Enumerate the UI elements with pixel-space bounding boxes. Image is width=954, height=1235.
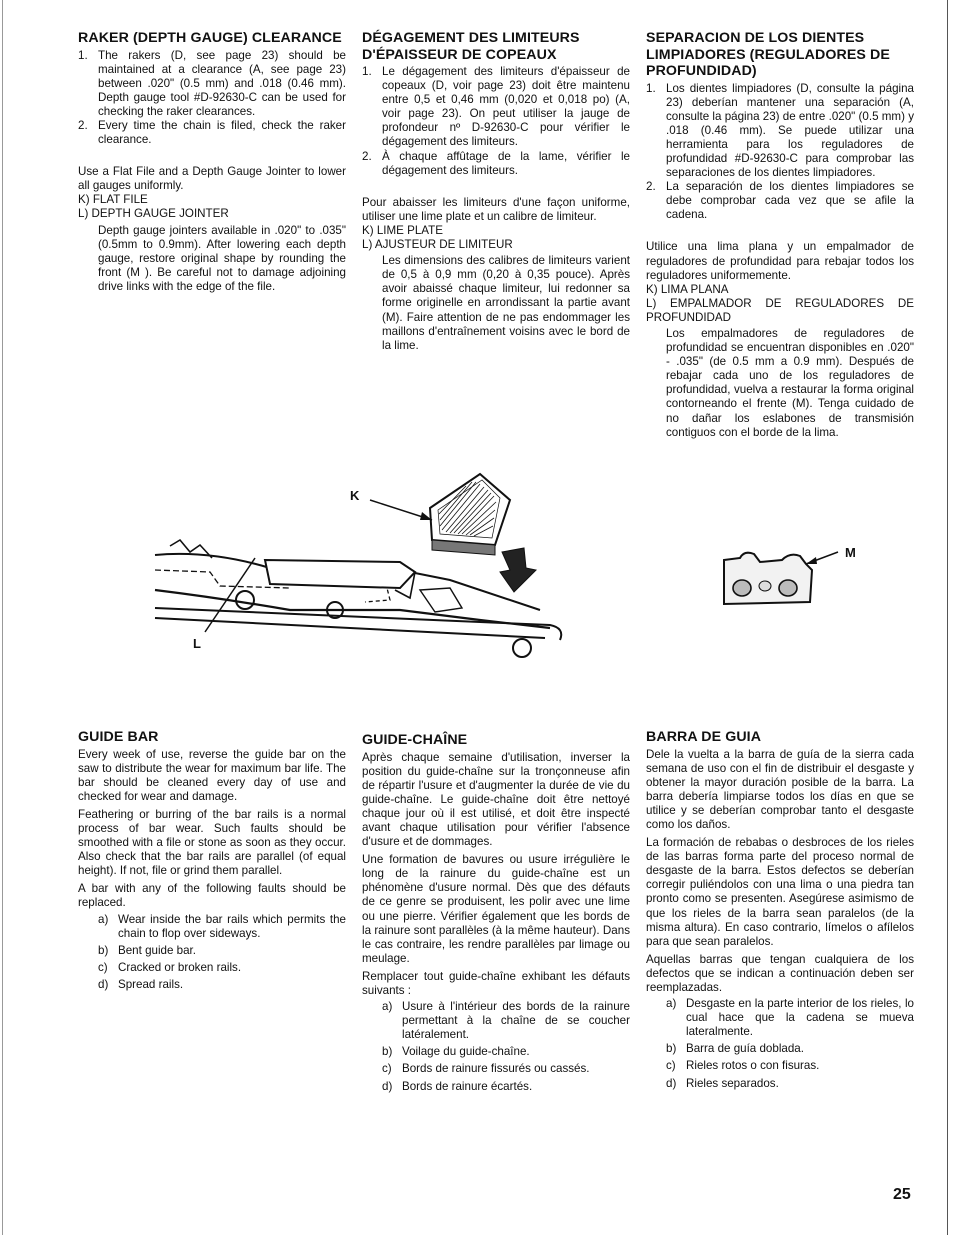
spanish-flatfile-intro: Utilice una lima plana y un empalmador de reguladores de profundidad para rebajar todos los reguladores uniformemente.: [646, 240, 914, 282]
french-jointer-desc: Les dimensions des calibres de limiteurs varient de 0,5 à 0,9 mm (0,20 à 0,35 pouce). Après avoir abaissé chaque limiteur, lui redonner sa forme originelle en arrondissant la partie avant (M). Faire attention de ne pas endommager les maillons d'entraînement voisins avec le bord de la lime.: [382, 254, 630, 352]
list-item: a) Wear inside the bar rails which permits the chain to flop over sideways.: [98, 912, 346, 940]
spanish-jointer-desc: Los empalmadores de reguladores de profundidad se encuentran disponibles en .020" - .035" (de 0.5 mm a 0.9 mm). Después de rebajar cada uno de los reguladores de profundidad, vuelva a restaurar la forma original contorneando el frente (M). Tenga cuidado de no dañar los eslabones de transmisión contiguos con el borde de la lima.: [666, 327, 914, 439]
list-item: b) Voilage du guide-chaîne.: [382, 1045, 530, 1059]
french-k-item: K) LIME PLATE: [362, 223, 443, 237]
list-item: 1. Los dientes limpiadores (D, consulte la página 23) deberían mantener una separación (A, consulte la página 23) de entre .020" (0.5 mm) y .018 (0.46 mm). Se puede utilizar una herramienta para los reguladores de profundidad #D-92630-C para comprobar las separaciones de los dientes limpiadores.: [646, 81, 914, 180]
french-flatfile-intro: Pour abaisser les limiteurs d'une façon uniforme, utiliser une lime plate et un calibre de limiteur.: [362, 195, 630, 223]
english-guidebar-p1: Every week of use, reverse the guide bar on the saw to distribute the wear for maximum bar life. The bar should be cleaned every day of use and checked for wear and damage.: [78, 747, 346, 803]
page-number: 25: [893, 1186, 911, 1203]
spanish-guidebar-title: BARRA DE GUIA: [646, 729, 762, 745]
page-edge-right: [947, 0, 948, 1235]
depth-gauge-illustration: [720, 540, 860, 610]
list-item: d) Spread rails.: [98, 977, 184, 991]
english-guidebar-section: [78, 729, 346, 992]
french-guidebar-p1: Après chaque semaine d'utilisation, inverser la position du guide-chaîne sur la tronçonneuse afin de répartir l'usure et d'augmenter la durée de vie du guide-chaîne. Le guide-chaîne doit être nettoyé chaque jour où il est utilisé, et doit être inspecté avant chaque utilisation pour vérifier l'absence d'usure et de dommages.: [362, 750, 630, 849]
list-item: a) Usure à l'intérieur des bords de la rainure permettant à la chaîne de se coucher latéralement.: [382, 1000, 630, 1042]
list-item: d) Bords de rainure écartés.: [382, 1079, 533, 1093]
french-guidebar-title: GUIDE-CHAÎNE: [362, 732, 468, 748]
french-raker-title: DÉGAGEMENT DES LIMITEURS D'ÉPAISSEUR DE COPEAUX: [362, 30, 580, 63]
english-guidebar-p2: Feathering or burring of the bar rails is a normal process of bar wear. Such faults should be smoothed with a file or stone as soon as they occur. Also check that the bar rails are parallel (of equal height). If not, file or grind them parallel.: [78, 807, 346, 878]
list-item: c) Rieles rotos o con fisuras.: [666, 1059, 820, 1073]
list-item: a) Desgaste en la parte interior de los rieles, lo cual hace que la cadena se mueva lateralmente.: [666, 997, 914, 1039]
french-guidebar-p2: Une formation de bavures ou usure irrégulière le long de la rainure du guide-chaîne est un phénomène d'usure normal. Dès que des défauts de ce genre se produisent, les polir avec une lime ou une pierre. Vérifier également que les bords de la rainure sont parallèles (à la même hauteur). Dans le cas contraire, les rendre parallèles par limage ou meulage.: [362, 853, 630, 965]
english-raker-title: RAKER (DEPTH GAUGE) CLEARANCE: [78, 30, 342, 46]
spanish-guidebar-p3: Aquellas barras que tengan cualquiera de los defectos que se indican a continuación deben ser reemplazadas.: [646, 952, 914, 994]
list-item: b) Bent guide bar.: [98, 943, 196, 957]
flat-file: [430, 474, 510, 555]
list-item: 1. The rakers (D, see page 23) should be maintained at a clearance (A, see page 23) between .020" (0.5 mm) and .018 (0.46 mm). Depth gauge tool #D-92630-C can be used for checking the raker clearances.: [78, 48, 346, 118]
english-guidebar-p3: A bar with any of the following faults should be replaced.: [78, 882, 346, 910]
english-flatfile-intro: Use a Flat File and a Depth Gauge Jointer to lower all gauges uniformly.: [78, 165, 346, 193]
french-l-item: L) AJUSTEUR DE LIMITEUR: [362, 238, 513, 252]
english-jointer-desc: Depth gauge jointers available in .020" to .035" (0.5mm to 0.9mm). After lowering each depth gauge, restore original shape by rounding the front (M ). Be careful not to damage adjoining drive links with the edge of the file.: [98, 223, 346, 293]
english-k-item: K) FLAT FILE: [78, 193, 148, 207]
french-guidebar-section: [362, 732, 630, 1094]
list-item: 2. À chaque affûtage de la lame, vérifier le dégagement des limiteurs.: [362, 149, 630, 177]
spanish-guidebar-p1: Dele la vuelta a la barra de guía de la sierra cada semana de uso con el fin de distribuir el desgaste y obtener la mayor duración posible de la barra. La barra debería limpiarse todos los días en que se utilice y se deberían comprobar tanto el desgaste como los daños.: [646, 747, 914, 831]
spanish-k-item: K) LIMA PLANA: [646, 282, 729, 296]
spanish-l-item: L) EMPALMADOR DE REGULADORES DE PROFUNDIDAD: [646, 296, 914, 324]
french-guidebar-p3: Remplacer tout guide-chaîne exhibant les défauts suivants :: [362, 969, 630, 997]
spanish-raker-title: SEPARACION DE LOS DIENTES LIMPIADORES (REGULADORES DE PROFUNDIDAD): [646, 30, 890, 79]
spanish-guidebar-p2: La formación de rebabas o desbroces de los rieles de las barras forma parte del proceso normal de desgaste de la barra. Estos defectos se deberían corregir puliéndolos con una lima o una piedra tan pronto como se presenten. Asegúrese asimismo de que los rieles de la barra sean paralelos (de la misma altura). En caso contrario, límelos o afílelos para que sean paralelos.: [646, 836, 914, 948]
page-edge-left: [2, 0, 3, 1235]
figure-label-l: L: [193, 636, 201, 651]
file-jointer-illustration: [150, 460, 580, 660]
list-item: 2. La separación de los dientes limpiadores se debe comprobar cada vez que se afile la cadena.: [646, 180, 914, 222]
list-item: 1. Le dégagement des limiteurs d'épaisseur de copeaux (D, voir page 23) doit être maintenu entre 0,5 et 0,46 mm (0,020 et 0,018 po) (A, voir page 23). On peut utiliser la jauge de profondeur nº D-92630-C pour vérifier le dégagement des limiteurs.: [362, 65, 630, 149]
list-item: 2. Every time the chain is filed, check the raker clearance.: [78, 118, 346, 147]
french-raker-section: [362, 30, 630, 353]
english-raker-section: [78, 30, 346, 294]
list-item: b) Barra de guía doblada.: [666, 1042, 804, 1056]
english-l-item: L) DEPTH GAUGE JOINTER: [78, 207, 229, 221]
figure-label-m: M: [845, 545, 856, 560]
english-guidebar-title: GUIDE BAR: [78, 729, 159, 745]
spanish-guidebar-section: [646, 729, 914, 1091]
list-item: d) Rieles separados.: [666, 1076, 779, 1090]
list-item: c) Bords de rainure fissurés ou cassés.: [382, 1062, 590, 1076]
spanish-raker-section: [646, 30, 914, 440]
figure-label-k: K: [350, 488, 360, 503]
list-item: c) Cracked or broken rails.: [98, 960, 242, 974]
